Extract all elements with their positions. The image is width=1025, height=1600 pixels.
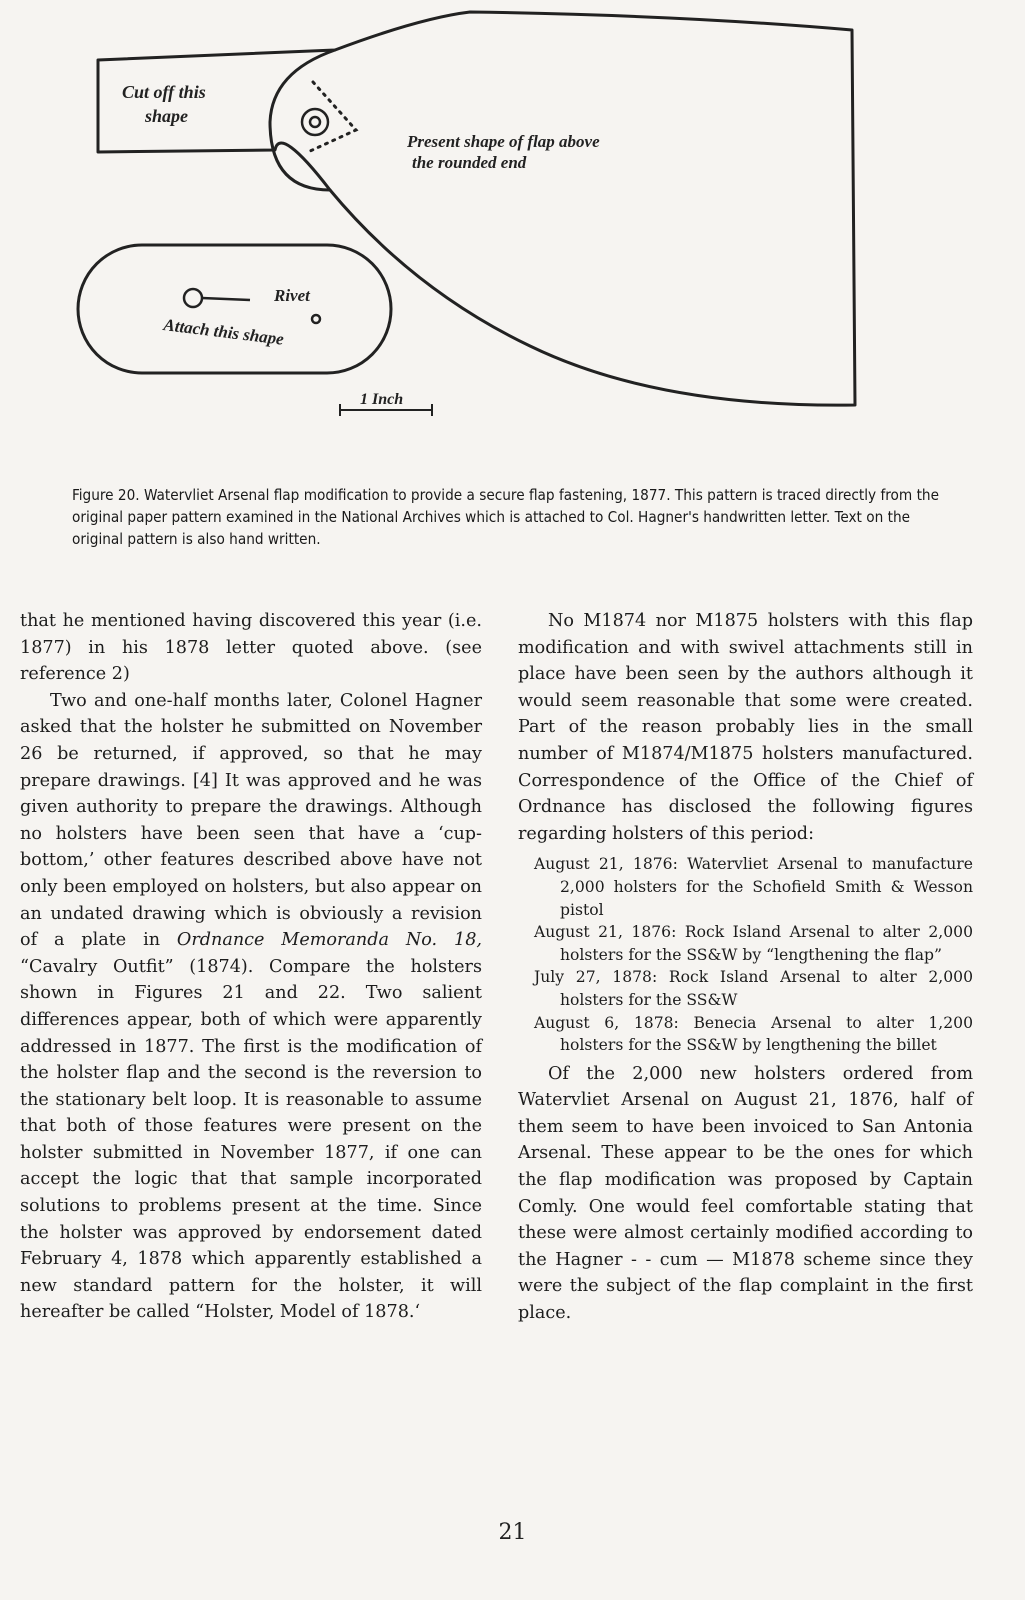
paragraph: Two and one-half months later, Colonel Hagner asked that the holster he submitted on November 26 be returned, if approved, so that he may prepare drawings. [4] It was approved and he was given authority to prepare the drawings. Although no holsters have been seen that have a ‘cup-bottom,’ other features described above have not only been employed on holsters, but also appear on an undated drawing which is obviously a revision of a plate in Ordnance Memoranda No. 18, “Cavalry Outfit” (1874). Compare the holsters shown in Figures 21 and 22. Two salient differences appear, both of which were apparently addressed in 1877. The first is the modification of the holster flap and the second is the reversion to the stationary belt loop. It is reasonable to assume that both of those features were present on the holster submitted in November 1877, if one can accept the logic that that sample incorporated solutions to problems present at the time. Since the holster was approved by endorsement dated February 4, 1878 which apparently established a new standard pattern for the holster, it will hereafter be called “Holster, Model of 1878.‘ — [20, 690, 482, 1323]
paragraph: Of the 2,000 new holsters ordered from Watervliet Arsenal on August 21, 1876, half of them seem to have been invoiced to San Antonia Arsenal. These appear to be the ones for which the flap modification was proposed by Captain Comly. One would feel comfortable stating that these were almost certainly modified according to the Hagner - - cum — M1878 scheme since they were the subject of the flap complaint in the first place. — [518, 1063, 973, 1324]
list-item: July 27, 1878: Rock Island Arsenal to alter 2,000 holsters for the SS&W — [534, 968, 973, 1009]
publication-title: Ordnance Memoranda No. 18, — [176, 930, 482, 951]
flap-outline — [98, 12, 855, 405]
cut-off-label: Cut off this shape — [122, 82, 206, 126]
page-number: 21 — [498, 1520, 527, 1545]
fastening-target-icon — [302, 109, 328, 135]
flap-pattern-figure — [0, 0, 1025, 470]
paragraph: that he mentioned having discovered this year (i.e. 1877) in his 1878 letter quoted above. (see reference 2) — [20, 611, 482, 685]
figure-caption: Figure 20. Watervliet Arsenal flap modification to provide a secure flap fastening, 1877. This pattern is traced directly from the original paper pattern examined in the National Archives which is attached to Col. Hagner's handwritten letter. Text on the original pattern is also hand written. — [72, 486, 939, 548]
left-column — [20, 608, 482, 1326]
list-item: August 6, 1878: Benecia Arsenal to alter 1,200 holsters for the SS&W by lengthening the billet — [534, 1013, 973, 1055]
present-shape-label: Present shape of flap above the rounded end — [407, 132, 600, 172]
attach-label: Attach this shape — [162, 315, 285, 349]
list-item: August 21, 1876: Rock Island Arsenal to alter 2,000 holsters for the SS&W by “lengthening the flap” — [534, 923, 973, 964]
paragraph: No M1874 nor M1875 holsters with this flap modification and with swivel attachments still in place have been seen by the authors although it would seem reasonable that some were created. Part of the reason probably lies in the small number of M1874/M1875 holsters manufactured. Correspondence of the Office of the Chief of Ordnance has disclosed the following figures regarding holsters of this period: — [518, 611, 973, 844]
attach-shape — [78, 245, 391, 373]
rivet-label: Rivet — [274, 286, 310, 305]
holster-orders-list — [518, 853, 973, 1056]
right-column — [518, 608, 973, 1327]
list-item: August 21, 1876: Watervliet Arsenal to manufacture 2,000 holsters for the Schofield Smith & Wesson pistol — [534, 855, 973, 919]
scale-label: 1 Inch — [360, 391, 404, 408]
